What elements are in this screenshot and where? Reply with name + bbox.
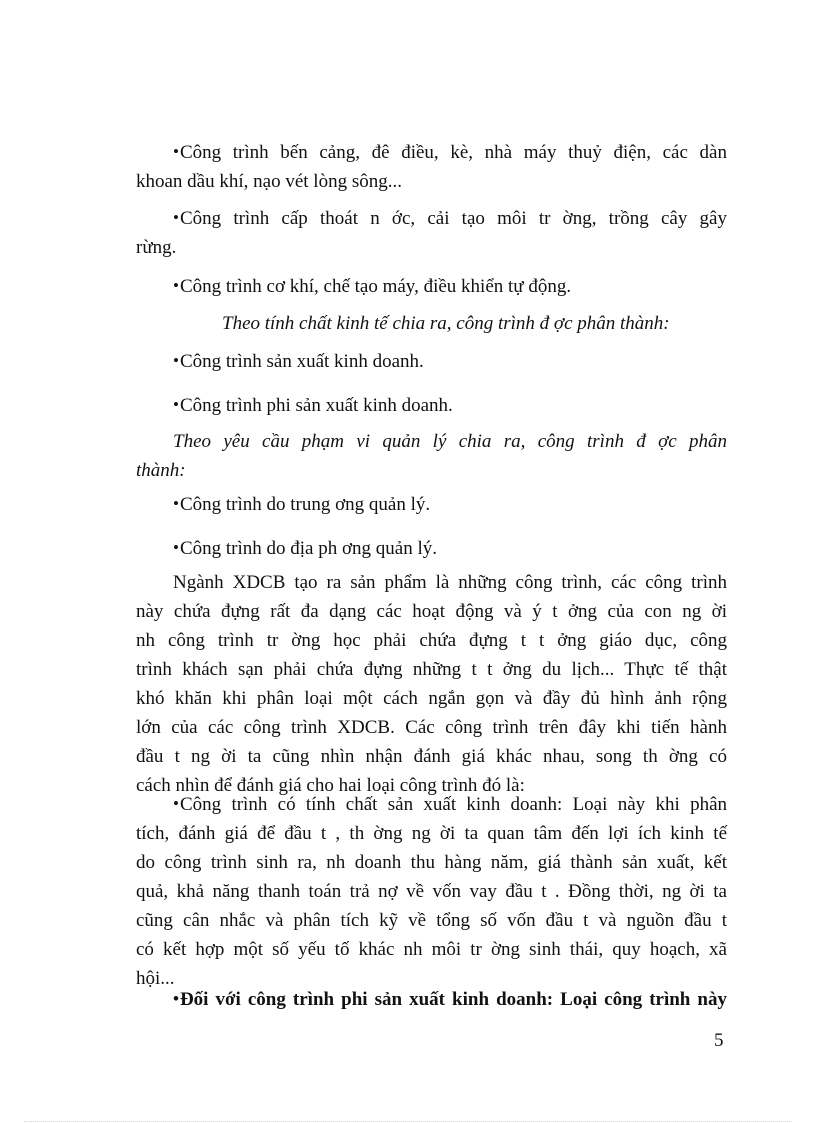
bullet-icon: • <box>173 351 179 370</box>
paragraph-text: Theo yêu cầu phạm vi quản lý chia ra, công trình đ ợc phân <box>173 431 727 452</box>
footer-divider <box>24 1121 792 1122</box>
body-paragraph <box>136 568 727 800</box>
paragraph-text: Công trình do địa ph ơng quản lý. <box>179 538 437 559</box>
paragraph-text: thành: <box>136 460 186 481</box>
bullet-paragraph <box>136 137 727 196</box>
bullet-paragraph <box>173 489 727 519</box>
bullet-paragraph <box>173 346 727 376</box>
paragraph-line: tích, đánh giá để đầu t , th ờng ng ời ta quan tâm đến lợi ích kinh tế <box>136 823 727 844</box>
paragraph-text: Công trình cơ khí, chế tạo máy, điều khiển tự động. <box>179 276 572 297</box>
bullet-paragraph <box>136 203 727 262</box>
bullet-paragraph <box>173 390 727 420</box>
italic-heading <box>136 427 727 485</box>
paragraph-line: có kết hợp một số yếu tố khác nh môi tr ờng sinh thái, quy hoạch, xã <box>136 939 727 960</box>
paragraph-line: trình khách sạn phải chứa đựng những t t ởng du lịch... Thực tế thật <box>136 659 727 680</box>
bullet-icon: • <box>173 538 179 557</box>
paragraph-line: cũng cân nhắc và phân tích kỹ về tổng số vốn đầu t và nguồn đầu t <box>136 910 727 931</box>
bullet-icon: • <box>173 989 179 1008</box>
bullet-icon: • <box>173 395 179 414</box>
paragraph-text: Công trình bến cảng, đê điều, kè, nhà máy thuỷ điện, các dàn <box>179 142 727 163</box>
page-number: 5 <box>714 1030 724 1051</box>
paragraph-text: Đối với công trình phi sản xuất kinh doanh: Loại công trình này <box>179 989 727 1010</box>
paragraph-line: Công trình có tính chất sản xuất kinh doanh: Loại này khi phân <box>179 794 727 815</box>
bullet-paragraph <box>136 789 727 993</box>
paragraph-text: Công trình cấp thoát n ớc, cải tạo môi tr ờng, trồng cây gây <box>179 208 727 229</box>
paragraph-text: Công trình phi sản xuất kinh doanh. <box>179 395 453 416</box>
bullet-paragraph <box>173 533 727 563</box>
bullet-icon: • <box>173 208 179 227</box>
paragraph-line: quả, khả năng thanh toán trả nợ về vốn vay đầu t . Đồng thời, ng ời ta <box>136 881 727 902</box>
paragraph-line: đầu t ng ời ta cũng nhìn nhận đánh giá khác nhau, song th ờng có <box>136 746 727 767</box>
italic-heading: Theo tính chất kinh tế chia ra, công trình đ ợc phân thành: <box>222 313 670 334</box>
paragraph-line: nh công trình tr ờng học phải chứa đựng t t ởng giáo dục, công <box>136 630 727 651</box>
paragraph-line: này chứa đựng rất đa dạng các hoạt động và ý t ởng của con ng ời <box>136 601 727 622</box>
paragraph-line: cách nhìn để đánh giá cho hai loại công trình đó là: <box>136 775 525 796</box>
paragraph-line: khó khăn khi phân loại một cách ngắn gọn và đầy đủ hình ảnh rộng <box>136 688 727 709</box>
bullet-icon: • <box>173 142 179 161</box>
bold-bullet-paragraph <box>173 984 727 1014</box>
bullet-icon: • <box>173 794 179 813</box>
paragraph-line: hội... <box>136 968 175 989</box>
paragraph-text: Công trình do trung ơng quản lý. <box>179 494 431 515</box>
bullet-icon: • <box>173 494 179 513</box>
paragraph-line: Ngành XDCB tạo ra sản phẩm là những công trình, các công trình <box>173 572 727 593</box>
paragraph-text: rừng. <box>136 237 177 258</box>
bullet-icon: • <box>173 276 179 295</box>
bullet-paragraph <box>173 271 727 301</box>
paragraph-text: Công trình sản xuất kinh doanh. <box>179 351 424 372</box>
paragraph-line: do công trình sinh ra, nh doanh thu hàng năm, giá thành sản xuất, kết <box>136 852 727 873</box>
paragraph-line: lớn của các công trình XDCB. Các công trình trên đây khi tiến hành <box>136 717 727 738</box>
paragraph-text: khoan dầu khí, nạo vét lòng sông... <box>136 171 402 192</box>
